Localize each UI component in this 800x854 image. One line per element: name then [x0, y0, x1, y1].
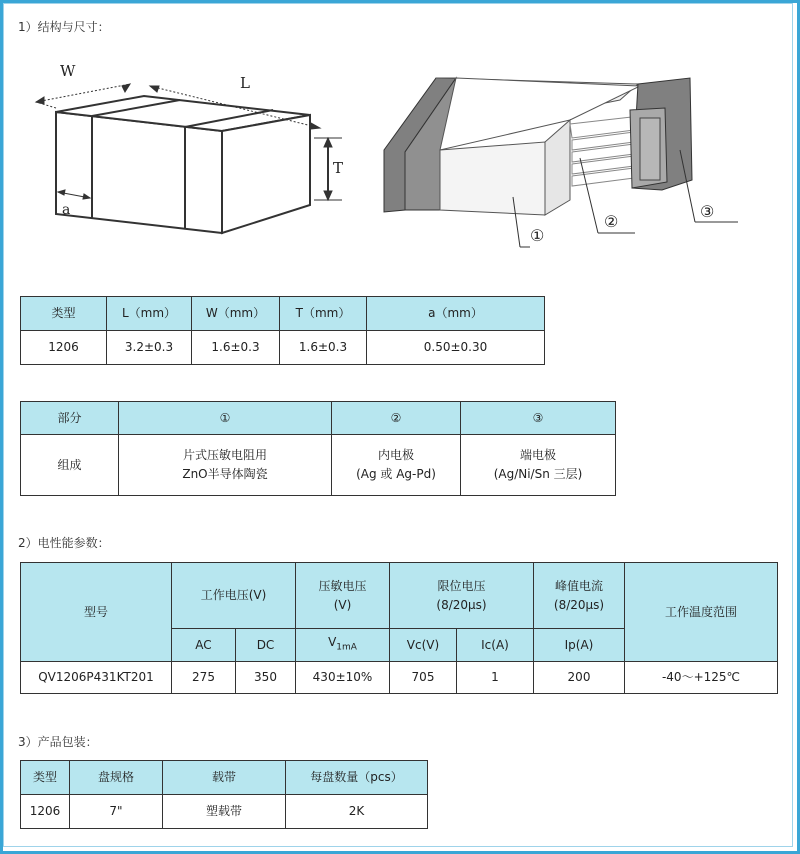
dim-header-type: 类型 — [21, 297, 107, 331]
part-cell-3-line-1: 端电极 — [519, 448, 556, 462]
elec-header-varistor-line-1: 压敏电压 — [318, 578, 367, 593]
elec-header-clamp-line-2: (8/20μs) — [436, 597, 487, 612]
part-header-1: ① — [119, 402, 332, 435]
elec-cell-model: QV1206P431KT201 — [21, 662, 172, 694]
elec-cell-ip: 200 — [534, 662, 625, 694]
elec-cell-vc: 705 — [390, 662, 457, 694]
elec-sub-v1ma — [296, 629, 390, 662]
section-heading-electrical: 2）电性能参数： — [18, 536, 110, 550]
elec-header-peak-line-2: (8/20μs) — [553, 597, 605, 612]
callout-3: ③ — [700, 202, 715, 221]
elec-header-peak-line-1: 峰值电流 — [554, 578, 603, 593]
part-cell-3 — [461, 435, 616, 496]
dim-header-t: T（mm） — [280, 297, 367, 331]
elec-sub-ip: Ip(A) — [534, 629, 625, 662]
pack-header-type: 类型 — [21, 761, 70, 795]
elec-cell-dc: 350 — [236, 662, 296, 694]
dim-cell-a: 0.50±0.30 — [367, 331, 545, 365]
part-header-part: 部分 — [21, 402, 119, 435]
packaging-table — [20, 760, 428, 829]
elec-header-temp-range: 工作温度范围 — [625, 563, 778, 662]
elec-sub-v-subscript: 1mA — [336, 642, 357, 653]
elec-header-peak-current — [534, 563, 625, 629]
section-heading-packaging: 3）产品包装： — [18, 735, 98, 749]
label-a: a — [62, 202, 71, 218]
pack-header-reel: 盘规格 — [70, 761, 163, 795]
dim-cell-l: 3.2±0.3 — [107, 331, 192, 365]
elec-header-work-voltage: 工作电压(V) — [172, 563, 296, 629]
elec-cell-temp: -40～+125℃ — [625, 662, 778, 694]
part-cell-2-line-1: 内电极 — [377, 448, 414, 462]
elec-cell-ac: 275 — [172, 662, 236, 694]
part-cell-2 — [332, 435, 461, 496]
elec-sub-ic: Ic(A) — [457, 629, 534, 662]
electrical-table — [20, 562, 778, 694]
label-w: W — [60, 62, 76, 80]
elec-header-model: 型号 — [21, 563, 172, 662]
part-cell-3-line-2: (Ag/Ni/Sn 三层) — [493, 467, 583, 481]
callout-2: ② — [604, 212, 619, 231]
chip-structure-figure — [0, 0, 800, 260]
elec-sub-dc: DC — [236, 629, 296, 662]
dim-cell-w: 1.6±0.3 — [192, 331, 280, 365]
dim-header-a: a（mm） — [367, 297, 545, 331]
pack-cell-reel: 7" — [70, 795, 163, 829]
part-cell-1-line-1: 片式压敏电阻用 — [182, 448, 267, 462]
part-cell-1-line-2: ZnO半导体陶瓷 — [182, 467, 268, 481]
part-cell-2-line-2: (Ag 或 Ag-Pd) — [356, 467, 436, 481]
part-header-3: ③ — [461, 402, 616, 435]
elec-header-clamp-line-1: 限位电压 — [437, 578, 486, 593]
dim-cell-t: 1.6±0.3 — [280, 331, 367, 365]
dim-header-w: W（mm） — [192, 297, 280, 331]
elec-header-varistor-line-2: (V) — [333, 597, 352, 612]
part-row-label: 组成 — [21, 435, 119, 496]
elec-header-clamp-voltage — [390, 563, 534, 629]
elec-sub-v: V — [328, 634, 337, 649]
dim-cell-type: 1206 — [21, 331, 107, 365]
section-heading-structure: 1）结构与尺寸： — [18, 20, 110, 34]
pack-cell-type: 1206 — [21, 795, 70, 829]
part-cell-1 — [119, 435, 332, 496]
part-composition-table — [20, 401, 616, 496]
elec-sub-vc: Vc(V) — [390, 629, 457, 662]
callout-1: ① — [530, 226, 545, 245]
dim-header-l: L（mm） — [107, 297, 192, 331]
pack-header-quantity: 每盘数量（pcs） — [286, 761, 428, 795]
pack-cell-quantity: 2K — [286, 795, 428, 829]
part-header-2: ② — [332, 402, 461, 435]
label-l: L — [240, 74, 250, 92]
label-t: T — [333, 159, 344, 177]
pack-cell-tape: 塑载带 — [163, 795, 286, 829]
elec-cell-v1ma: 430±10% — [296, 662, 390, 694]
dimension-table — [20, 296, 545, 365]
pack-header-tape: 载带 — [163, 761, 286, 795]
elec-header-varistor-voltage — [296, 563, 390, 629]
elec-sub-ac: AC — [172, 629, 236, 662]
elec-cell-ic: 1 — [457, 662, 534, 694]
